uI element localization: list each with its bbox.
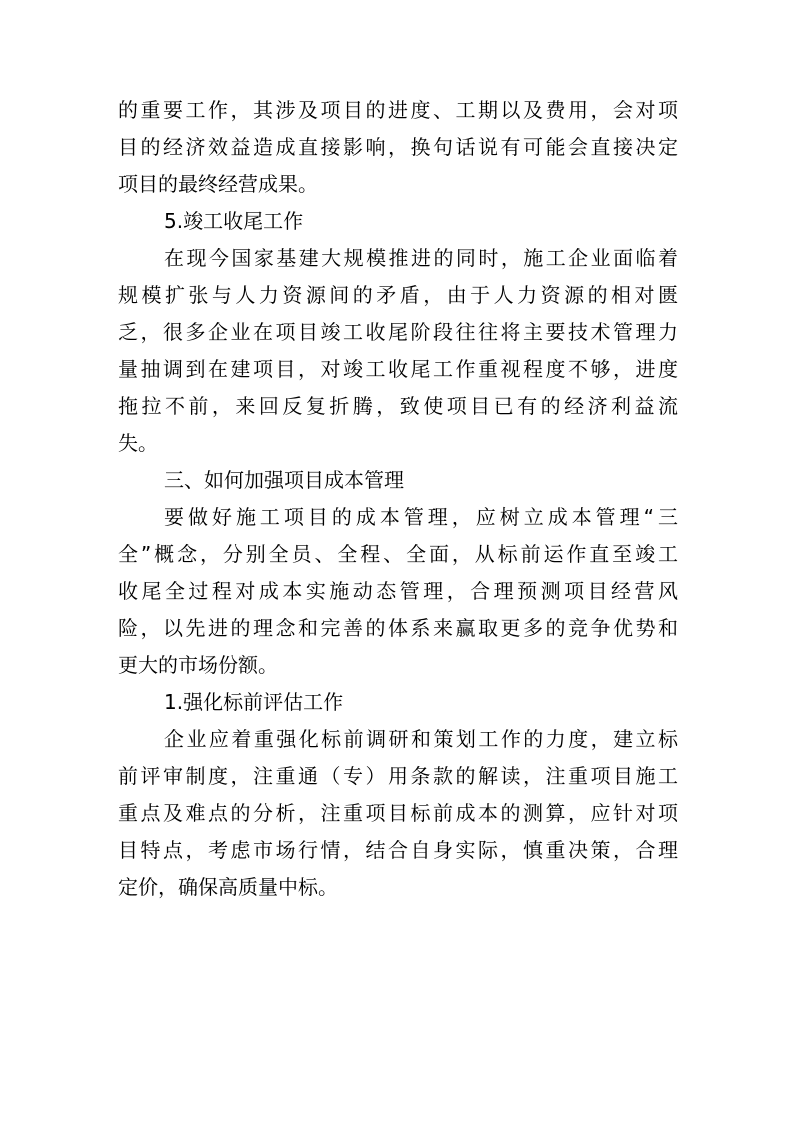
paragraph-line: 项目的最终经营成果。 [118,172,318,196]
paragraph-line: 规模扩张与人力资源间的矛盾，由于人力资源的相对匮 [118,283,678,307]
paragraph-line: 失。 [118,431,158,455]
paragraph-line: 险，以先进的理念和完善的体系来赢取更多的竞争优势和 [118,616,678,640]
paragraph-line: 要做好施工项目的成本管理，应树立成本管理“三 [164,505,678,529]
paragraph-line: 在现今国家基建大规模推进的同时，施工企业面临着 [164,246,678,270]
paragraph-line: 收尾全过程对成本实施动态管理，合理预测项目经营风 [118,579,678,603]
paragraph-line: 全”概念，分别全员、全程、全面，从标前运作直至竣工 [118,542,678,566]
paragraph-line: 定价，确保高质量中标。 [118,875,338,899]
paragraph-line: 量抽调到在建项目，对竣工收尾工作重视程度不够，进度 [118,357,678,381]
paragraph-line: 拖拉不前，来回反复折腾，致使项目已有的经济利益流 [118,394,678,418]
paragraph-line: 乏，很多企业在项目竣工收尾阶段往往将主要技术管理力 [118,320,678,344]
paragraph-line: 目的经济效益造成直接影响，换句话说有可能会直接决定 [118,135,678,159]
paragraph-line: 前评审制度，注重通（专）用条款的解读，注重项目施工 [118,764,678,788]
document-page [118,92,678,906]
paragraph-line: 目特点，考虑市场行情，结合自身实际，慎重决策，合理 [118,838,678,862]
paragraph-line: 企业应着重强化标前调研和策划工作的力度，建立标 [164,727,678,751]
section-heading-cost-management: 三、如何加强项目成本管理 [164,468,404,492]
paragraph-line: 更大的市场份额。 [118,653,278,677]
paragraph-line: 的重要工作，其涉及项目的进度、工期以及费用，会对项 [118,98,678,122]
paragraph-line: 重点及难点的分析，注重项目标前成本的测算，应针对项 [118,801,678,825]
section-heading-pre-bid: 1.强化标前评估工作 [164,690,344,714]
section-heading-completion: 5.竣工收尾工作 [164,209,304,233]
